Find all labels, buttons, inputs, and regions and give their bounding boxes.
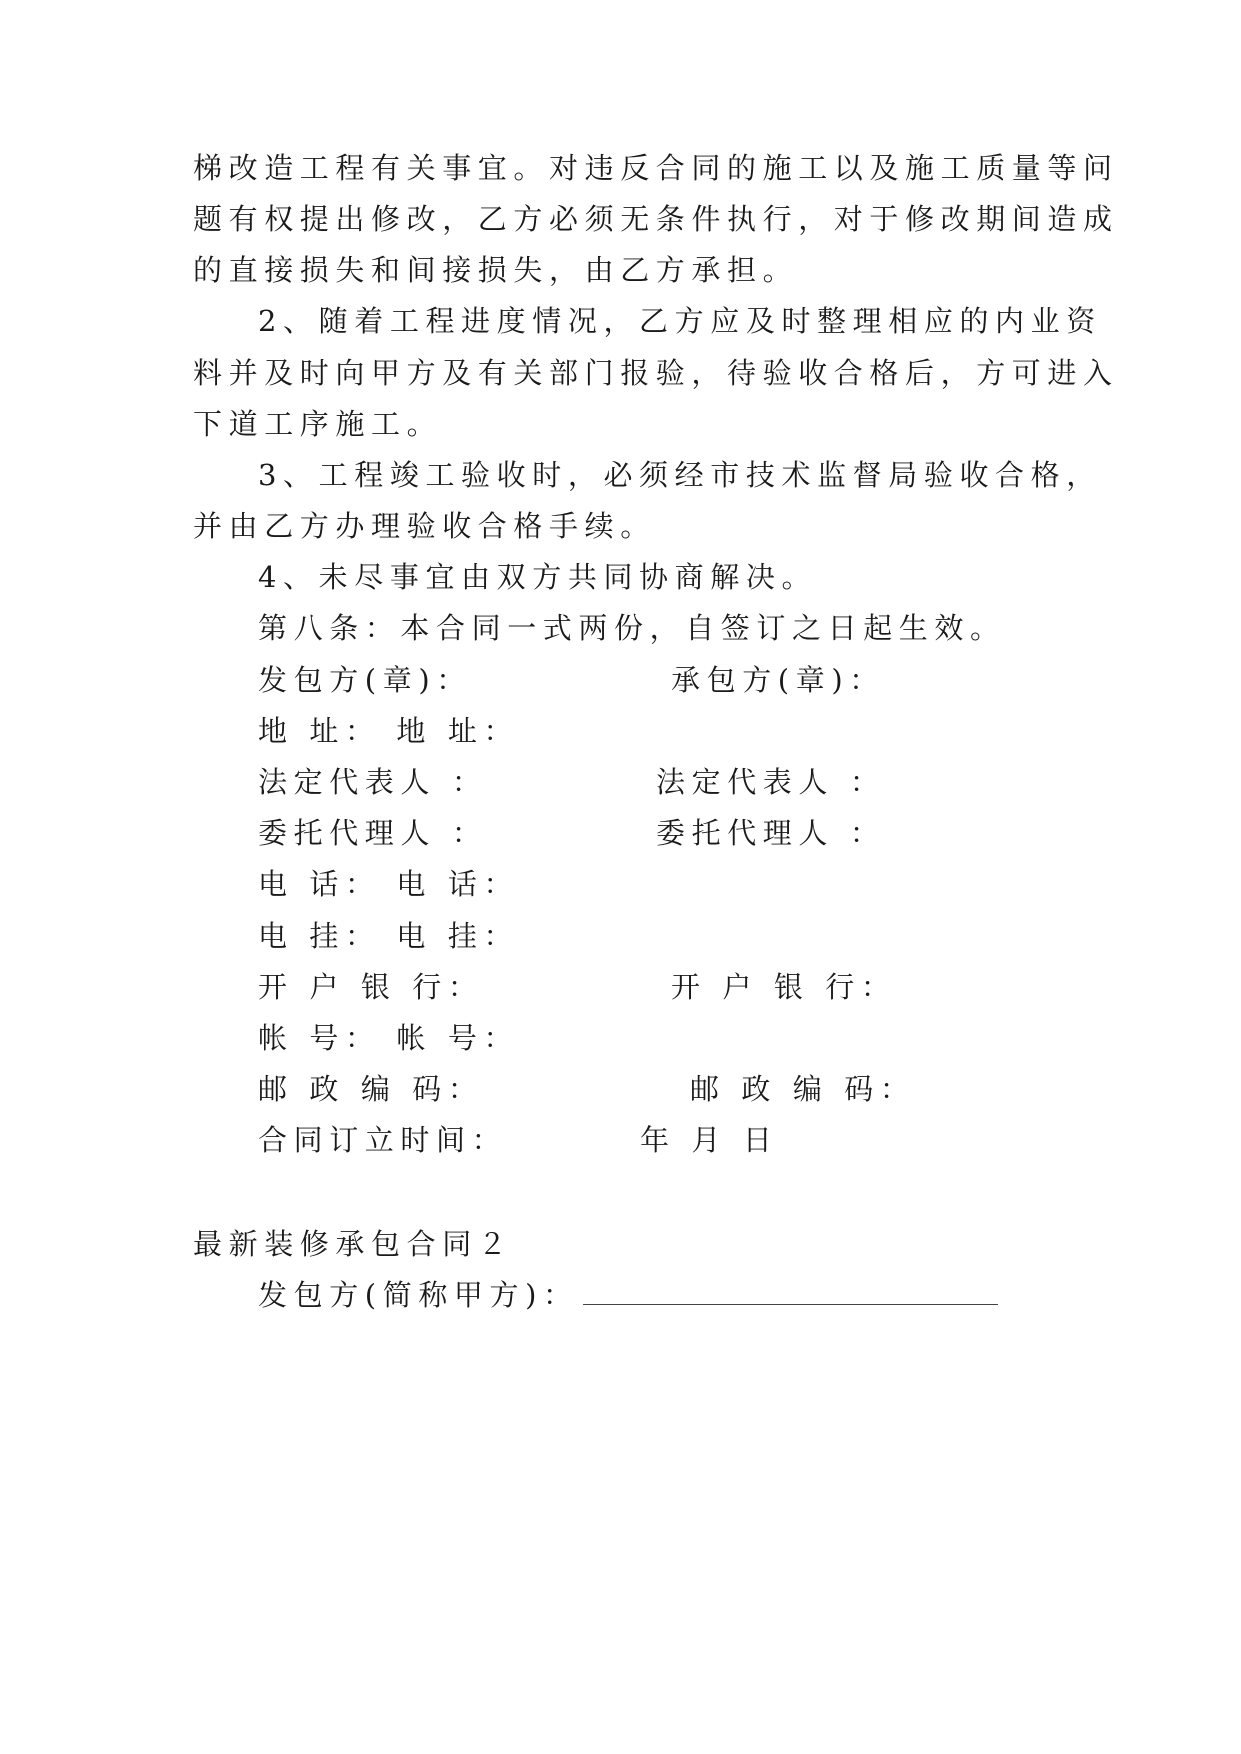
paragraph-line: 3、工程竣工验收时，必须经市技术监督局验收合格， [258, 458, 1102, 492]
paragraph-line: 4、未尽事宜由双方共同协商解决。 [258, 560, 818, 594]
signature-row-bank [258, 967, 897, 1007]
party-b-seal-label: 承包方(章)： [671, 663, 885, 697]
party-b-bank-label: 开 户 银 行： [671, 970, 897, 1004]
signature-row-postcode [258, 1069, 916, 1109]
paragraph-line: 梯改造工程有关事宜。对违反合同的施工以及施工质量等问 [193, 151, 1119, 185]
party-b-agent-label: 委托代理人 ： [656, 816, 886, 850]
party-a-blank-line [583, 1276, 998, 1305]
paragraph-line: 下道工序施工。 [193, 407, 443, 441]
signature-row-fax: 电 挂： 电 挂： [258, 919, 520, 953]
party-a-seal-label: 发包方(章)： [258, 663, 472, 697]
contract-date-label: 合同订立时间： [258, 1123, 508, 1157]
signature-row-address: 地 址： 地 址： [258, 714, 520, 748]
paragraph-line: 题有权提出修改，乙方必须无条件执行，对于修改期间造成 [193, 202, 1119, 236]
signature-row-date [258, 1120, 779, 1160]
paragraph-line: 的直接损失和间接损失，由乙方承担。 [193, 253, 799, 287]
paragraph-line: 料并及时向甲方及有关部门报验，待验收合格后，方可进入 [193, 356, 1119, 390]
party-a-postcode-label: 邮 政 编 码： [258, 1072, 484, 1106]
party-b-postcode-label: 邮 政 编 码： [690, 1072, 916, 1106]
party-a-label: 发包方(简称甲方)： [258, 1278, 579, 1312]
party-a-row [258, 1275, 998, 1315]
signature-row-seal [258, 660, 885, 700]
party-a-bank-label: 开 户 银 行： [258, 970, 484, 1004]
section-title: 最新装修承包合同２ [193, 1227, 514, 1261]
paragraph-line: 2、随着工程进度情况，乙方应及时整理相应的内业资 [258, 304, 1102, 338]
party-b-legal-rep-label: 法定代表人 ： [656, 765, 886, 799]
signature-row-phone: 电 话： 电 话： [258, 867, 520, 901]
clause-eight: 第八条：本合同一式两份，自签订之日起生效。 [258, 611, 1006, 645]
signature-row-legal-rep [258, 762, 886, 802]
paragraph-line: 并由乙方办理验收合格手续。 [193, 509, 656, 543]
signature-row-account: 帐 号： 帐 号： [258, 1021, 520, 1055]
signature-row-agent [258, 813, 886, 853]
contract-date-value: 年 月 日 [640, 1123, 779, 1157]
party-a-legal-rep-label: 法定代表人 ： [258, 765, 488, 799]
party-a-agent-label: 委托代理人 ： [258, 816, 488, 850]
